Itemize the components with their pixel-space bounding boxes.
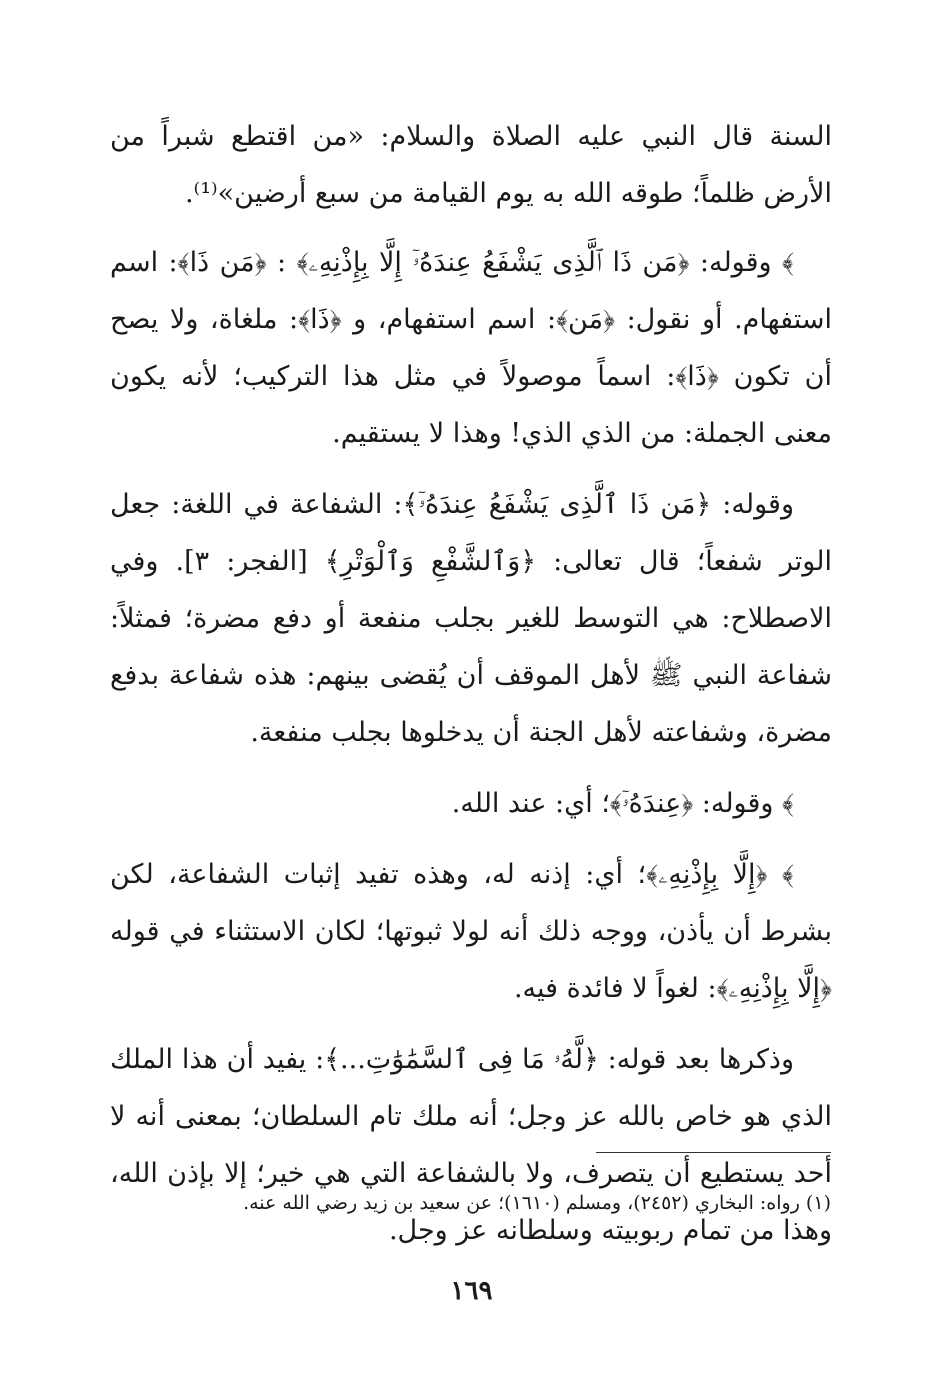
paragraph-1: السنة قال النبي عليه الصلاة والسلام: «من اقتطع شبراً من الأرض ظلماً؛ طوقه الله به يوم القيامة من سبع أرضين»⁽¹⁾. (110, 121, 832, 209)
footnote-divider (596, 1152, 831, 1153)
paragraph-4: ﴾ وقوله: ﴿عِندَهُۥٓ﴾؛ أي: عند الله. (451, 788, 794, 819)
paragraph-2: ﴾ وقوله: ﴿مَن ذَا ٱلَّذِى يَشْفَعُ عِندَهُۥٓ إِلَّا بِإِذْنِهِۦ﴾ : ﴿مَن ذَا﴾: اسم استفهام. أو نقول: ﴿مَن﴾: اسم استفهام، و ﴿ذَا﴾: ملغاة، ولا يصح أن تكون ﴿ذَا﴾: اسماً موصولاً في مثل هذا التركيب؛ لأنه يكون معنى الجملة: من الذي الذي! وهذا لا يستقيم. (110, 247, 832, 449)
page-number: ١٦٩ (450, 1276, 493, 1306)
main-text (110, 108, 832, 1273)
footnote: (١) رواه: البخاري (٢٤٥٢)، ومسلم (١٦١٠)؛ عن سعيد بن زيد رضي الله عنه. (243, 1192, 831, 1214)
paragraph-5: ﴾ ﴿إِلَّا بِإِذْنِهِۦ﴾؛ أي: إذنه له، وهذه تفيد إثبات الشفاعة، لكن بشرط أن يأذن، ووجه ذلك أنه لولا ثبوتها؛ لكان الاستثناء في قوله ﴿إِلَّا بِإِذْنِهِۦ﴾: لغواً لا فائدة فيه. (110, 859, 832, 1004)
paragraph-6: وذكرها بعد قوله: ﴿لَّهُۥ مَا فِى ٱلسَّمَٰوَٰتِ...﴾: يفيد أن هذا الملك الذي هو خاص بالله عز وجل؛ أنه ملك تام السلطان؛ بمعنى أنه لا أحد يستطيع أن يتصرف، ولا بالشفاعة التي هي خير؛ إلا بإذن الله، وهذا من تمام ربوبيته وسلطانه عز وجل. (110, 1044, 832, 1246)
paragraph-3: وقوله: ﴿مَن ذَا ٱلَّذِى يَشْفَعُ عِندَهُۥٓ﴾: الشفاعة في اللغة: جعل الوتر شفعاً؛ قال تعالى: ﴿وَٱلشَّفْعِ وَٱلْوَتْرِ﴾ [الفجر: ٣]. وفي الاصطلاح: هي التوسط للغير بجلب منفعة أو دفع مضرة؛ فمثلاً: شفاعة النبي ﷺ لأهل الموقف أن يُقضى بينهم: هذه شفاعة بدفع مضرة، وشفاعته لأهل الجنة أن يدخلوها بجلب منفعة. (110, 489, 832, 748)
